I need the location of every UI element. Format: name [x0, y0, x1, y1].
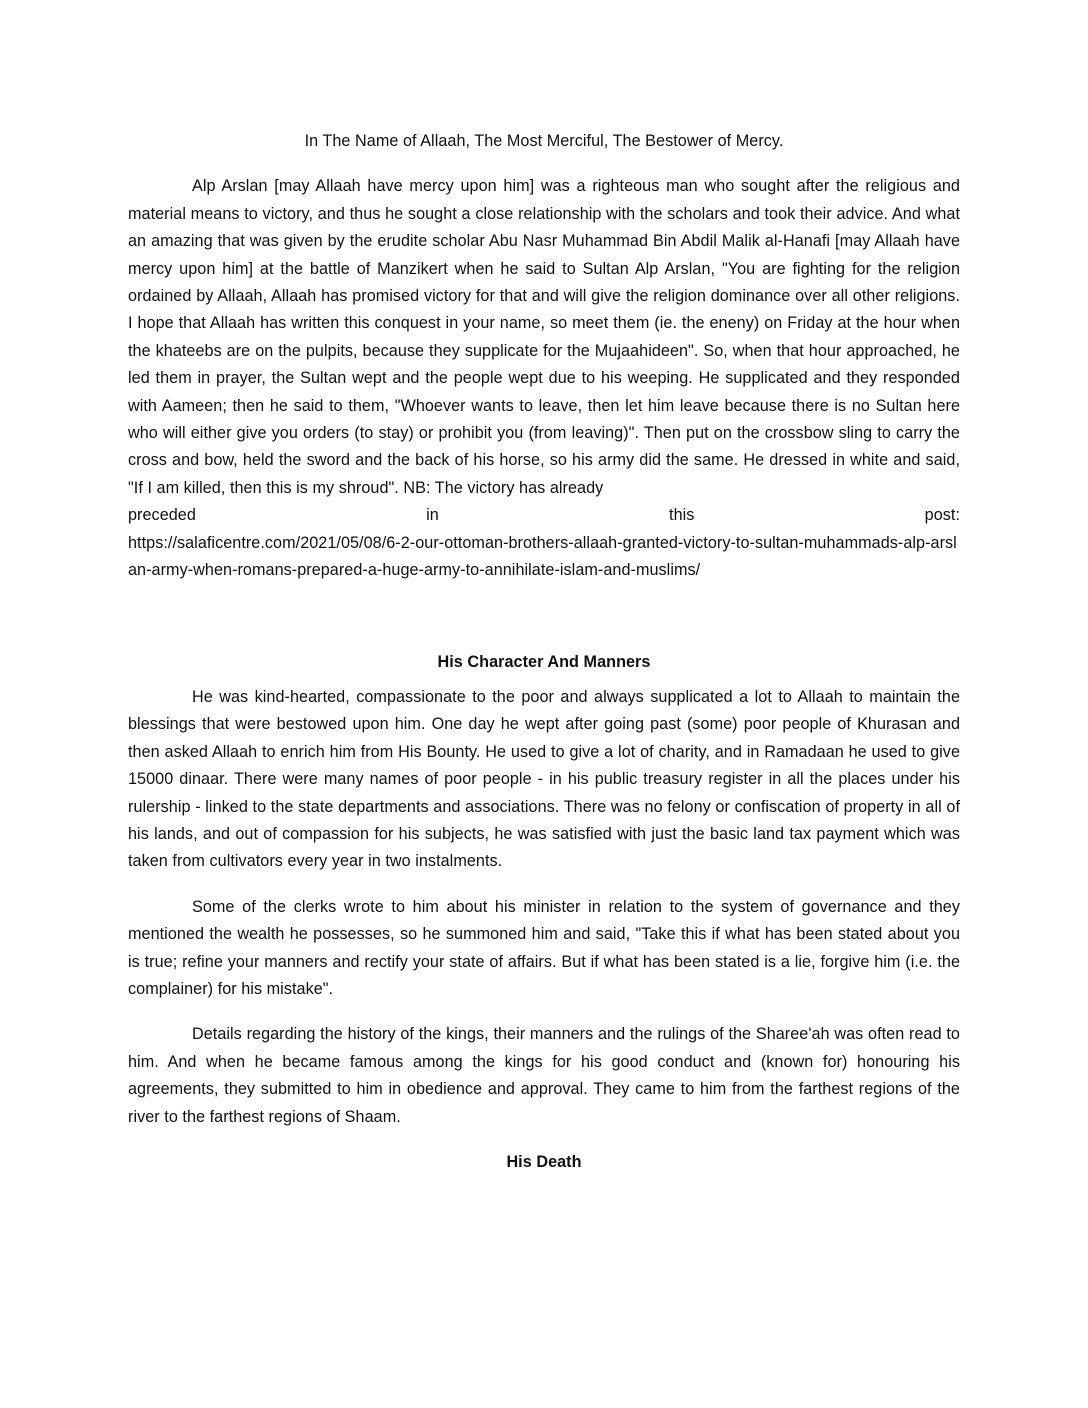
character-paragraph-3: Details regarding the history of the kings, their manners and the rulings of the Sharee'ah was often read to him. And when he became famous among the kings for his good conduct and (known for) honouring his agreements, they submitted to him in obedience and approval. They came to him from the farthest regions of the river to the farthest regions of Shaam. — [128, 1025, 960, 1126]
character-paragraph-1: He was kind-hearted, compassionate to the poor and always supplicated a lot to Allaah to maintain the blessings that were bestowed upon him. One day he wept after going past (some) poor people of Khurasan and then asked Allaah to enrich him from His Bounty. He used to give a lot of charity, and in Ramadaan he used to give 15000 dinaar. There were many names of poor people - in his public treasury register in all the places under his rulership - linked to the state departments and associations. There was no felony or confiscation of property in all of his lands, and out of compassion for his subjects, he was satisfied with just the basic land tax payment which was taken from cultivators every year in two instalments. — [128, 687, 960, 871]
heading-character-and-manners: His Character And Manners — [437, 652, 651, 671]
character-paragraph-2: Some of the clerks wrote to him about his minister in relation to the system of governance and they mentioned the wealth he possesses, so he summoned him and said, "Take this if what has been stated about you is true; refine your manners and rectify your state of affairs. But if what has been stated is a lie, forgive him (i.e. the complainer) for his mistake". — [128, 897, 960, 998]
post-url-link[interactable]: https://salaficentre.com/2021/05/08/6-2-our-ottoman-brothers-allaah-granted-victory-to-sultan-muhammads-alp-arslan-army-when-romans-prepared-a-huge-army-to-annihilate-islam-and-muslims/ — [128, 533, 957, 580]
heading-his-death: His Death — [506, 1153, 582, 1171]
basmala-line: In The Name of Allaah, The Most Merciful, The Bestower of Mercy. — [304, 132, 784, 150]
intro-paragraph: Alp Arslan [may Allaah have mercy upon him] was a righteous man who sought after the religious and material means to victory, and thus he sought a close relationship with the scholars and took their advice. And what an amazing that was given by the erudite scholar Abu Nasr Muhammad Bin Abdil Malik al-Hanafi [may Allaah have mercy upon him] at the battle of Manzikert when he said to Sultan Alp Arslan, "You are fighting for the religion ordained by Allaah, Allaah has promised victory for that and will give the religion dominance over all other religions. I hope that Allaah has written this conquest in your name, so meet them (ie. the eneny) on Friday at the hour when the khateebs are on the pulpits, because they supplicate for the Mujaahideen". So, when that hour approached, he led them in prayer, the Sultan wept and the people wept due to his weeping. He supplicated and they responded with Aameen; then he said to them, "Whoever wants to leave, then let him leave because there is no Sultan here who will either give you orders (to stay) or prohibit you (from leaving)". Then put on the crossbow sling to carry the cross and bow, held the sword and the back of his horse, so his army did the same. He dressed in white and said, "If I am killed, then this is my shroud". NB: The victory has already — [128, 177, 960, 497]
preceded-line: preceded in this post: — [128, 506, 960, 525]
document-body — [128, 128, 960, 1176]
